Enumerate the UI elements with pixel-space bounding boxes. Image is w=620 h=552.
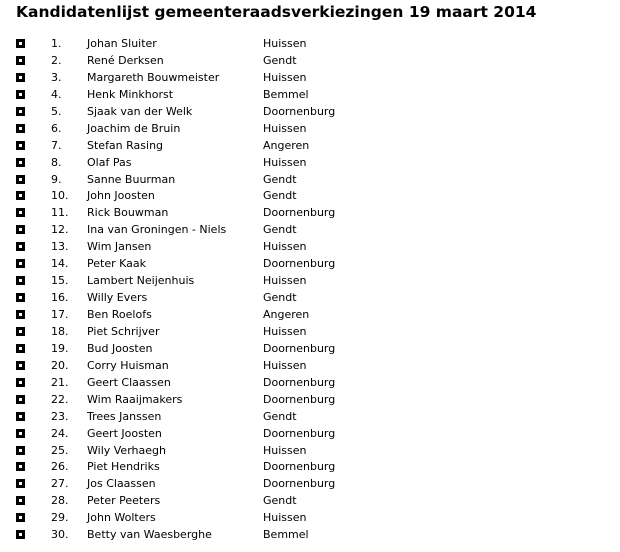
candidate-name: Betty van Waesberghe: [87, 528, 212, 542]
candidate-place: Huissen: [263, 511, 307, 525]
candidate-name: John Wolters: [87, 511, 156, 525]
candidate-place: Doornenburg: [263, 426, 336, 440]
candidate-number: 27.: [51, 477, 69, 491]
candidate-place: Angeren: [263, 308, 310, 321]
checkbox-bullet-icon: [16, 412, 25, 421]
candidate-number: 10.: [51, 189, 69, 203]
candidate-name: Wim Raaijmakers: [87, 392, 183, 406]
checkbox-bullet-icon: [16, 361, 25, 370]
candidate-place: Doornenburg: [263, 341, 336, 355]
list-item: [0, 222, 620, 239]
candidate-number: 23.: [51, 409, 69, 423]
candidate-number: 28.: [51, 494, 69, 508]
candidate-place: Doornenburg: [263, 392, 336, 406]
checkbox-bullet-icon: [16, 479, 25, 488]
candidate-name: Corry Huisman: [87, 358, 169, 372]
candidate-number: 29.: [51, 511, 69, 525]
checkbox-bullet-icon: [16, 327, 25, 336]
list-item: [0, 273, 620, 290]
list-item: [0, 493, 620, 510]
candidate-number: 13.: [51, 240, 69, 254]
list-item: [0, 36, 620, 53]
list-item: [0, 358, 620, 375]
list-item: [0, 375, 620, 392]
checkbox-bullet-icon: [16, 158, 25, 167]
list-item: [0, 256, 620, 273]
candidate-number: 21.: [51, 375, 69, 389]
candidate-name: Trees Janssen: [87, 409, 162, 423]
checkbox-bullet-icon: [16, 39, 25, 48]
candidate-number: 15.: [51, 274, 69, 288]
candidate-place: Huissen: [263, 240, 307, 254]
candidate-name: Margareth Bouwmeister: [87, 70, 220, 84]
checkbox-bullet-icon: [16, 310, 25, 319]
candidate-number: 19.: [51, 341, 69, 355]
checkbox-bullet-icon: [16, 107, 25, 116]
list-item: [0, 104, 620, 121]
checkbox-bullet-icon: [16, 208, 25, 217]
candidate-number: 12.: [51, 223, 69, 237]
checkbox-bullet-icon: [16, 344, 25, 353]
candidate-name: Geert Claassen: [87, 375, 171, 389]
list-item: [0, 70, 620, 87]
list-item: [0, 205, 620, 222]
candidate-name: Willy Evers: [87, 291, 148, 305]
candidate-place: Bemmel: [263, 528, 309, 542]
checkbox-bullet-icon: [16, 175, 25, 184]
candidate-place: Huissen: [263, 274, 307, 288]
candidate-place: Doornenburg: [263, 206, 336, 220]
candidate-number: 24.: [51, 426, 69, 440]
checkbox-bullet-icon: [16, 73, 25, 82]
candidate-name: Bud Joosten: [87, 341, 153, 355]
list-item: [0, 510, 620, 527]
document-title: Kandidatenlijst gemeenteraadsverkiezingen 19 maart 2014: [16, 3, 537, 21]
candidate-name: John Joosten: [87, 189, 155, 203]
list-item: [0, 527, 620, 544]
candidate-name: Jos Claassen: [87, 477, 156, 491]
list-item: [0, 443, 620, 460]
checkbox-bullet-icon: [16, 191, 25, 200]
checkbox-bullet-icon: [16, 293, 25, 302]
checkbox-bullet-icon: [16, 141, 25, 150]
list-item: [0, 307, 620, 324]
candidate-number: 8.: [51, 155, 62, 169]
candidate-number: 17.: [51, 308, 69, 321]
candidate-place: Gendt: [263, 223, 297, 237]
candidate-number: 16.: [51, 291, 69, 305]
candidate-number: 22.: [51, 392, 69, 406]
list-item: [0, 476, 620, 493]
candidate-name: Henk Minkhorst: [87, 87, 174, 101]
candidate-place: Gendt: [263, 172, 297, 186]
list-item: [0, 172, 620, 189]
candidate-name: Peter Kaak: [87, 257, 146, 271]
checkbox-bullet-icon: [16, 124, 25, 133]
checkbox-bullet-icon: [16, 462, 25, 471]
candidate-list: [0, 36, 620, 544]
candidate-place: Gendt: [263, 189, 297, 203]
candidate-place: Huissen: [263, 37, 307, 50]
candidate-place: Huissen: [263, 121, 307, 135]
list-item: [0, 188, 620, 205]
candidate-name: Wily Verhaegh: [87, 443, 166, 457]
candidate-number: 7.: [51, 138, 62, 152]
checkbox-bullet-icon: [16, 225, 25, 234]
checkbox-bullet-icon: [16, 276, 25, 285]
checkbox-bullet-icon: [16, 513, 25, 522]
candidate-place: Huissen: [263, 155, 307, 169]
checkbox-bullet-icon: [16, 496, 25, 505]
candidate-place: Doornenburg: [263, 375, 336, 389]
candidate-place: Bemmel: [263, 87, 309, 101]
checkbox-bullet-icon: [16, 530, 25, 539]
candidate-number: 14.: [51, 257, 69, 271]
candidate-name: Joachim de Bruin: [87, 121, 181, 135]
candidate-number: 11.: [51, 206, 69, 220]
candidate-name: Wim Jansen: [87, 240, 152, 254]
list-item: [0, 324, 620, 341]
list-item: [0, 53, 620, 70]
candidate-name: Sanne Buurman: [87, 172, 176, 186]
candidate-name: Ina van Groningen - Niels: [87, 223, 227, 237]
checkbox-bullet-icon: [16, 90, 25, 99]
candidate-place: Doornenburg: [263, 477, 336, 491]
candidate-number: 18.: [51, 324, 69, 338]
candidate-number: 5.: [51, 104, 62, 118]
list-item: [0, 459, 620, 476]
checkbox-bullet-icon: [16, 429, 25, 438]
candidate-number: 26.: [51, 460, 69, 474]
list-item: [0, 87, 620, 104]
checkbox-bullet-icon: [16, 259, 25, 268]
candidate-name: Stefan Rasing: [87, 138, 164, 152]
candidate-number: 30.: [51, 528, 69, 542]
candidate-place: Huissen: [263, 358, 307, 372]
candidate-name: Ben Roelofs: [87, 308, 152, 321]
candidate-place: Doornenburg: [263, 104, 336, 118]
candidate-number: 3.: [51, 70, 62, 84]
list-item: [0, 426, 620, 443]
checkbox-bullet-icon: [16, 242, 25, 251]
checkbox-bullet-icon: [16, 446, 25, 455]
candidate-name: Olaf Pas: [87, 155, 132, 169]
candidate-place: Huissen: [263, 70, 307, 84]
candidate-name: Piet Hendriks: [87, 460, 160, 474]
candidate-name: Peter Peeters: [87, 494, 161, 508]
candidate-number: 25.: [51, 443, 69, 457]
candidate-place: Huissen: [263, 324, 307, 338]
candidate-number: 2.: [51, 53, 62, 67]
candidate-place: Gendt: [263, 409, 297, 423]
candidate-number: 20.: [51, 358, 69, 372]
candidate-name: Sjaak van der Welk: [87, 104, 193, 118]
checkbox-bullet-icon: [16, 378, 25, 387]
list-item: [0, 392, 620, 409]
list-item: [0, 239, 620, 256]
candidate-place: Doornenburg: [263, 257, 336, 271]
candidate-name: Geert Joosten: [87, 426, 162, 440]
list-item: [0, 121, 620, 138]
candidate-name: Rick Bouwman: [87, 206, 169, 220]
candidate-number: 9.: [51, 172, 62, 186]
candidate-place: Huissen: [263, 443, 307, 457]
checkbox-bullet-icon: [16, 395, 25, 404]
candidate-place: Gendt: [263, 494, 297, 508]
list-item: [0, 409, 620, 426]
list-item: [0, 155, 620, 172]
list-item: [0, 341, 620, 358]
candidate-name: René Derksen: [87, 53, 164, 67]
candidate-name: Piet Schrijver: [87, 324, 160, 338]
candidate-place: Gendt: [263, 291, 297, 305]
list-item: [0, 138, 620, 155]
candidate-name: Lambert Neijenhuis: [87, 274, 195, 288]
candidate-name: Johan Sluiter: [87, 37, 157, 50]
candidate-number: 4.: [51, 87, 62, 101]
candidate-place: Gendt: [263, 53, 297, 67]
candidate-number: 1.: [51, 37, 62, 50]
candidate-place: Doornenburg: [263, 460, 336, 474]
candidate-number: 6.: [51, 121, 62, 135]
checkbox-bullet-icon: [16, 56, 25, 65]
candidate-place: Angeren: [263, 138, 310, 152]
list-item: [0, 290, 620, 307]
